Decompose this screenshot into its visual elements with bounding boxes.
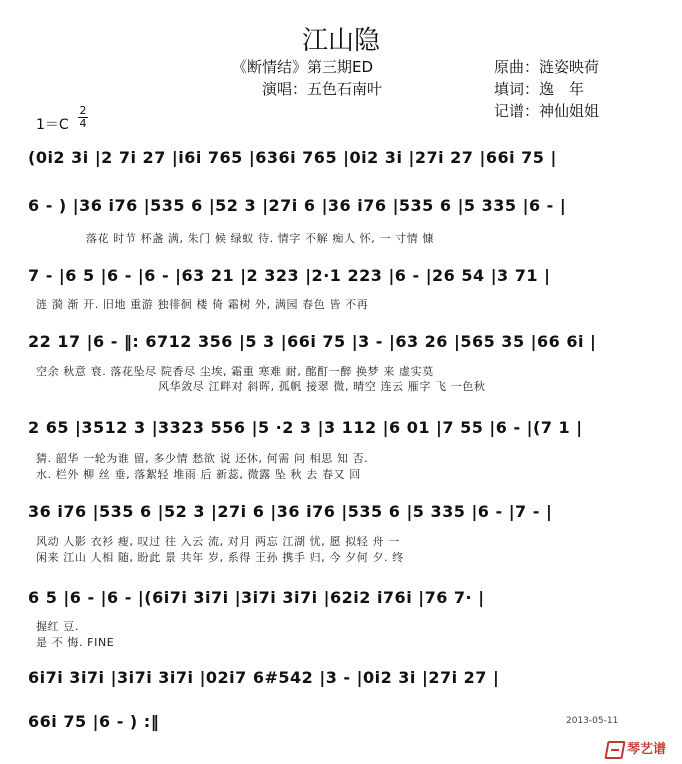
notes: 66i 75 |6 - ) :‖: [28, 712, 160, 731]
notes: 6 - ) |36 i76 |535 6 |52 3 |27i 6 |36 i76 |535 6 |5 335 |6 - |: [28, 196, 567, 215]
lyrics-row-6-verse-2: 闲来 江山 人相 随, 盼此 景 共年 岁, 系得 王孙 携手 归, 今 夕何 夕. 终: [36, 551, 404, 564]
key-signature: 1＝C: [36, 117, 69, 133]
score-row-4: [28, 332, 628, 351]
notes: 6 5 |6 - |6 - |(6i7i 3i7i |3i7i 3i7i |62i2 i76i |76 7· |: [28, 588, 485, 607]
score-row-9: [28, 712, 628, 731]
lyrics-row-7-verse-1: 握红 豆.: [36, 620, 79, 633]
notes: 7 - |6 5 |6 - |6 - |63 21 |2 323 |2·1 223 |6 - |26 54 |3 71 |: [28, 266, 551, 285]
subtitle: 《断情结》第三期ED: [232, 58, 374, 76]
time-signature-top: 2: [79, 104, 87, 117]
transcriber-credit: 记谱：神仙姐姐: [494, 102, 600, 120]
singer-credit: 演唱：五色石南叶: [262, 80, 383, 98]
score-row-5: [28, 418, 628, 437]
notes: (0i2 3i |2 7i 27 |i6i 765 |636i 765 |0i2 3i |27i 27 |66i 75 |: [28, 148, 557, 167]
notes: 2 65 |3512 3 |3323 556 |5 ·2 3 |3 112 |6 01 |7 55 |6 - |(7 1 |: [28, 418, 583, 437]
score-row-6: [28, 502, 628, 521]
score-row-2: [28, 196, 628, 215]
lyricist-credit: 填词：逸 年: [494, 80, 585, 98]
watermark-logo: [606, 738, 666, 759]
lyrics-row-4-verse-2: 风华敛尽 江畔对 斜晖, 孤帆 接翠 微, 晴空 连云 雁字 飞 一色秋: [158, 380, 486, 393]
score-row-8: [28, 668, 628, 687]
time-signature: [77, 105, 89, 130]
lyrics-row-6-verse-1: 风动 人影 衣衫 瘦, 叹过 往 入云 流, 对月 两忘 江湖 忧, 愿 拟轻 舟 一: [36, 535, 400, 548]
watermark-text: 琴艺谱: [627, 742, 667, 757]
lyrics-row-5-verse-2: 水. 栏外 柳 丝 垂, 落絮轻 堆雨 后 新蕊, 微露 坠 秋 去 春又 回: [36, 468, 361, 481]
lyrics-row-4-verse-1: 空余 秋意 衰. 落花坠尽 院香尽 尘埃, 霜重 寒难 耐, 酩酊一醉 换梦 来 虚实莫: [36, 365, 434, 378]
notes: 6i7i 3i7i |3i7i 3i7i |02i7 6#542 |3 - |0i2 3i |27i 27 |: [28, 668, 500, 687]
score-row-1: [28, 148, 628, 167]
logo-icon: [604, 741, 625, 759]
score-row-3: [28, 266, 628, 285]
lyrics-row-2: 落花 时节 杯盏 满, 朱门 候 绿蚁 待. 情字 不解 痴人 怀, 一 寸情 慷: [86, 232, 435, 245]
lyrics-row-5-verse-1: 猜. 韶华 一轮为谁 留, 多少情 愁欲 说 还休, 何需 问 相思 知 否.: [36, 452, 369, 465]
notes: 22 17 |6 - ‖: 6712 356 |5 3 |66i 75 |3 - |63 26 |565 35 |66 6i |: [28, 332, 597, 351]
composer-credit: 原曲：涟姿映荷: [494, 58, 600, 76]
notes: 36 i76 |535 6 |52 3 |27i 6 |36 i76 |535 6 |5 335 |6 - |7 - |: [28, 502, 553, 521]
lyrics-row-7-verse-2: 是 不 悔. FINE: [36, 636, 115, 649]
page-title: 江山隐: [301, 26, 380, 56]
score-row-7: [28, 588, 628, 607]
transcription-date: 2013-05-11: [566, 716, 619, 726]
time-signature-bottom: 4: [79, 117, 87, 130]
lyrics-row-3: 涟 漪 渐 开. 旧地 重游 独徘徊 楼 倚 霜树 外, 满园 春色 皆 不再: [36, 298, 369, 311]
